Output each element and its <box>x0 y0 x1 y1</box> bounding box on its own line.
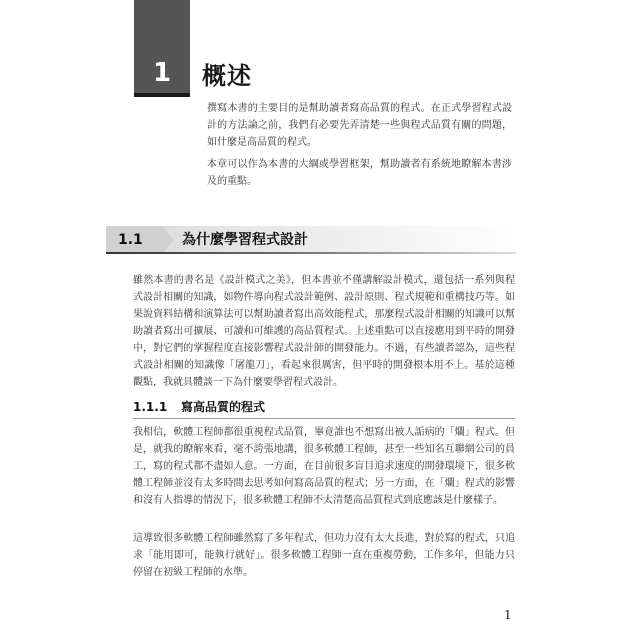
chapter-number: 1 <box>152 58 172 88</box>
subsection-number: 1.1.1 <box>133 400 168 414</box>
chapter-number-block <box>134 0 190 97</box>
section-heading-rule <box>106 252 516 254</box>
subsection-title: 寫高品質的程式 <box>181 400 266 414</box>
subsection-paragraph: 我相信，軟體工程師都很重視程式品質，畢竟誰也不想寫出被人詬病的「爛」程式。但是，就我的瞭解來看，毫不誇張地講，很多軟體工程師，甚至一些知名互聯網公司的員工，寫的程式都不盡如人意。一方面，在目前很多盲目追求速度的開發環境下，很多軟體工程師並沒有太多時間去思考如何寫高品質的程式；另一方面，在「爛」程式的影響和沒有人指導的情況下，很多軟體工程師不太清楚高品質程式到底應該是什麼樣子。 <box>133 427 515 506</box>
chapter-intro <box>207 100 512 195</box>
subsection-heading <box>133 397 515 419</box>
section-number: 1.1 <box>118 232 143 248</box>
section-heading-notch <box>162 226 174 254</box>
intro-paragraph: 撰寫本書的主要目的是幫助讀者寫高品質的程式。在正式學習程式設計的方法論之前，我們有必要先弄清楚一些與程式品質有關的問題，如什麼是高品質的程式。 <box>207 103 512 148</box>
section-heading <box>106 226 516 254</box>
subsection-rule <box>133 418 515 419</box>
intro-paragraph: 本章可以作為本書的大綱或學習框架，幫助讀者有系統地瞭解本書涉及的重點。 <box>207 159 512 187</box>
page-number: 1 <box>504 608 512 622</box>
subsection-paragraph: 這導致很多軟體工程師雖然寫了多年程式，但功力沒有太大長進，對於寫的程式，只追求「能用即可，能執行就好」。很多軟體工程師一直在重複勞動，工作多年，但能力只停留在初級工程師的水準。 <box>133 533 515 578</box>
section-title: 為什麼學習程式設計 <box>182 232 308 248</box>
chapter-title: 概述 <box>202 62 252 90</box>
section-paragraph: 雖然本書的書名是《設計模式之美》，但本書並不僅講解設計模式，還包括一系列與程式設計相關的知識，如物件導向程式設計範例、設計原則、程式規範和重構技巧等。如果說資料結構和演算法可以幫助讀者寫出高效能程式，那麼程式設計相關的知識可以幫助讀者寫出可擴展、可讀和可維護的高品質程式。上述重點可以直接應用到平時的開發中，對它們的掌握程度直接影響程式設計師的開發能力。不過，有些讀者認為，這些程式設計相關的知識像「屠龍刀」，看起來很厲害，但平時的開發根本用不上。基於這種觀點，我就具體談一下為什麼要學習程式設計。 <box>133 275 515 388</box>
